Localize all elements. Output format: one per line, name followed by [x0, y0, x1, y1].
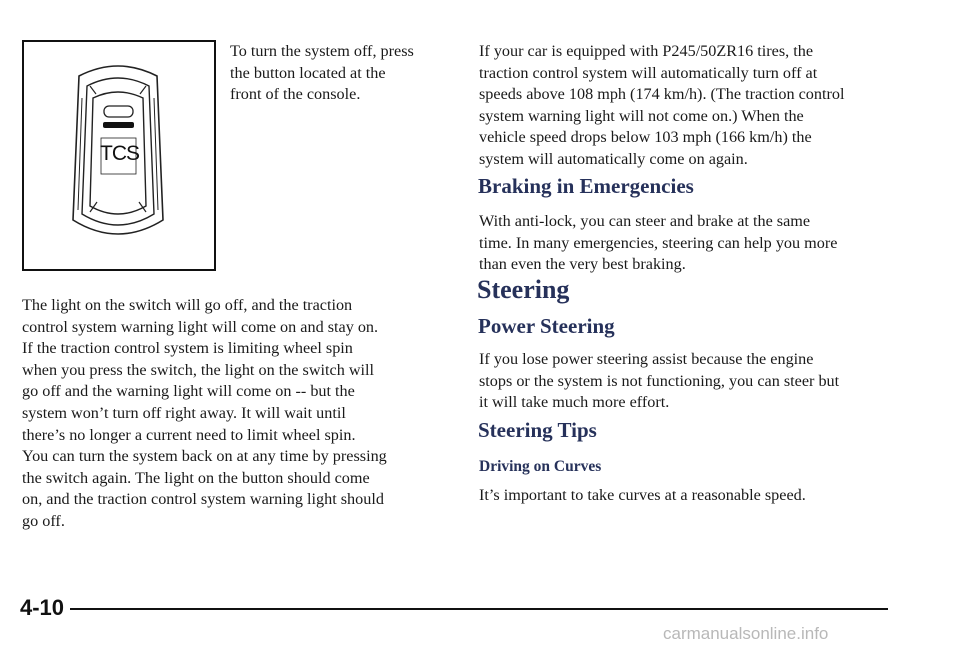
paragraph-line: vehicle speed drops below 103 mph (166 km/h) the [479, 128, 812, 147]
paragraph-line: speeds above 108 mph (174 km/h). (The traction control [479, 85, 845, 104]
tcs-switch-figure [22, 40, 216, 271]
figure-caption [230, 41, 414, 106]
paragraph-line: system will automatically come on again. [479, 149, 748, 168]
paragraph-line: when you press the switch, the light on the switch will [22, 360, 375, 379]
paragraph-line: If you lose power steering assist because the engine [479, 350, 814, 368]
driving-on-curves-heading: Driving on Curves [479, 458, 602, 475]
paragraph-line: go off. [22, 511, 65, 530]
paragraph-line: The light on the switch will go off, and the traction [22, 296, 353, 314]
paragraph-line: it will take much more effort. [479, 393, 670, 412]
paragraph-line: on, and the traction control system warning light should [22, 490, 384, 509]
paragraph-line: stops or the system is not functioning, you can steer but [479, 371, 840, 390]
paragraph-line: the switch again. The light on the button should come [22, 468, 370, 487]
turn-back-on-paragraph [22, 446, 387, 532]
caption-line: To turn the system off, press [230, 42, 414, 60]
caption-line: front of the console. [230, 85, 361, 104]
paragraph-line: there’s no longer a current need to limit wheel spin. [22, 425, 356, 444]
watermark-text: carmanualsonline.info [663, 624, 829, 643]
paragraph-line: than even the very best braking. [479, 255, 686, 274]
indicator-light-icon [103, 122, 134, 128]
paragraph-line: If your car is equipped with P245/50ZR16 tires, the [479, 42, 814, 60]
switch-light-paragraph [22, 295, 378, 446]
paragraph-line: system won’t turn off right away. It will wait until [22, 403, 346, 422]
caption-line: the button located at the [230, 63, 386, 82]
curves-paragraph [479, 485, 806, 507]
paragraph-line: You can turn the system back on at any time by pressing [22, 447, 387, 465]
paragraph-line: traction control system will automatically turn off at [479, 63, 818, 82]
paragraph-line: time. In many emergencies, steering can help you more [479, 233, 838, 252]
paragraph-line: control system warning light will come on and stay on. [22, 317, 379, 336]
braking-paragraph [479, 211, 837, 276]
power-steering-heading: Power Steering [478, 314, 615, 338]
paragraph-line: system warning light will not come on.) When the [479, 106, 804, 125]
paragraph-line: It’s important to take curves at a reasonable speed. [479, 486, 806, 504]
paragraph-line: With anti-lock, you can steer and brake at the same [479, 212, 811, 230]
footer-rule [70, 608, 888, 610]
paragraph-line: If the traction control system is limiting wheel spin [22, 339, 353, 358]
page-number: 4-10 [20, 595, 65, 620]
tires-paragraph [479, 41, 844, 171]
braking-in-emergencies-heading: Braking in Emergencies [478, 174, 694, 198]
steering-heading: Steering [477, 275, 570, 304]
power-steering-paragraph [479, 349, 839, 414]
tcs-button-label: TCS [100, 142, 139, 165]
steering-tips-heading: Steering Tips [478, 418, 597, 442]
paragraph-line: go off and the warning light will come on -- but the [22, 382, 355, 401]
